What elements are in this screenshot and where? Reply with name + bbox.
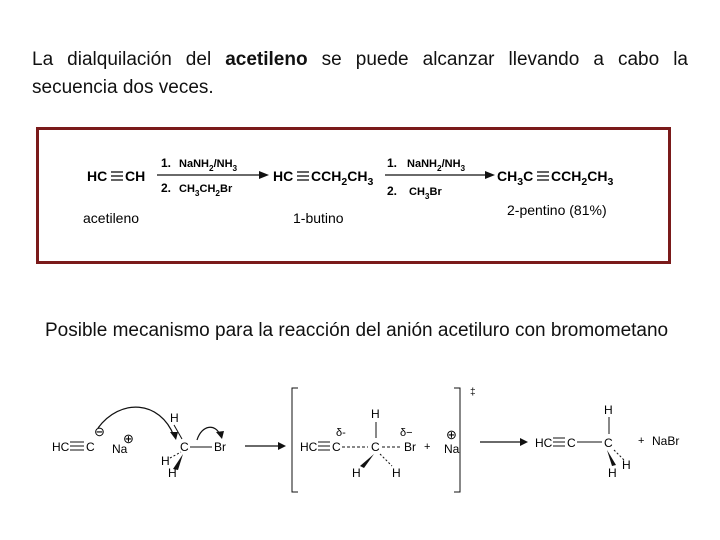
mech-arrow-1-head [278,442,286,450]
ts-h-right: H [392,466,401,480]
product-h-bottom: H [608,466,617,480]
intro-text-post: se puede alcanzar llevando a cabo la secuencia dos veces. [32,49,688,98]
step1-reagent1: $NaNH_2/NH_3$ [179,158,238,173]
ts-h-top: H [371,407,380,421]
name-acetileno: acetileno [83,210,140,226]
minus-charge: ⊖ [94,424,105,439]
ts-c1: C [332,440,341,454]
intro-text-bold: acetileno [225,49,308,70]
reaction-scheme-box [36,127,671,264]
ts-na: Na [444,442,460,456]
step2-reagent2: $CH_3Br$ [409,186,442,201]
reaction-arrow-2-head [485,171,495,179]
acetylide-triple-bond [70,442,84,450]
ts-na-plus-charge: ⊕ [446,427,457,442]
mechanism-caption: Posible mecanismo para la reacción del anión acetiluro con bromometano [45,320,669,341]
ch3br-c: C [180,440,189,454]
mech-arrow-2-head [520,438,528,446]
butyne-formula-left: HC [273,168,294,184]
name-butino: 1-butino [293,210,344,226]
ts-bond-hashed-right [380,454,392,466]
intro-text-pre: La dialquilación del [32,49,226,70]
pentyne-formula-left: $CH_3C$ [497,168,534,188]
name-pentino: 2-pentino (81%) [507,202,607,218]
ts-br: Br [404,440,416,454]
ts-delta-minus: δ- [336,427,346,439]
acetylide-hc: HC [52,440,70,454]
product-c: C [604,436,613,450]
ts-dagger: ‡ [470,387,476,398]
product-bond-wedge [607,450,616,466]
ts-plus: + [424,441,431,453]
triple-bond-3 [537,172,549,180]
triple-bond-1 [111,172,123,180]
step2-num1: 1. [387,156,398,170]
ts-bond-wedge-left [360,454,374,468]
product-c1: C [567,436,576,450]
reaction-arrow-1-head [259,171,269,179]
triple-bond-2 [297,172,309,180]
ch3br-h-bottom: H [168,466,177,480]
acetylene-formula-right: CH [125,168,146,184]
na-cation: Na [112,442,128,456]
ts-delta-minus-2: δ− [400,427,413,439]
step1-num2: 2. [161,181,172,195]
ts-hc: HC [300,440,318,454]
step2-num2: 2. [387,184,398,198]
product-h-top: H [604,403,613,417]
pentyne-formula-right: $CCH_2CH_3$ [551,168,614,188]
acetylide-c: C [86,440,95,454]
curved-arrow-leaving-head [216,431,224,439]
mechanism-diagram [40,380,680,500]
product-triple-bond [553,438,565,446]
ch3br-h-left: H [161,454,170,468]
ch3br-br: Br [214,440,226,454]
curved-arrow-nucleophile [98,407,174,436]
step2-reagent1: $NaNH_2/NH_3$ [407,158,466,173]
butyne-formula-right: $CCH_2CH_3$ [311,168,374,188]
ts-c: C [371,440,380,454]
curved-arrow-leaving [197,427,220,440]
curved-arrow-nucleophile-head [170,432,178,440]
product-plus: + [638,435,645,447]
product-hc: HC [535,436,553,450]
reaction-scheme [39,130,668,261]
step1-reagent2: $CH_3CH_2Br$ [179,183,233,198]
ch3br-h-top: H [170,411,179,425]
product-h-right: H [622,458,631,472]
step1-num1: 1. [161,156,172,170]
ts-h-left: H [352,466,361,480]
product-nabr: NaBr [652,434,680,448]
intro-paragraph [32,46,688,102]
ts-bracket-left [292,388,298,492]
acetylene-formula-left: HC [87,168,108,184]
na-plus-charge: ⊕ [123,431,134,446]
ts-triple-bond [318,442,330,450]
